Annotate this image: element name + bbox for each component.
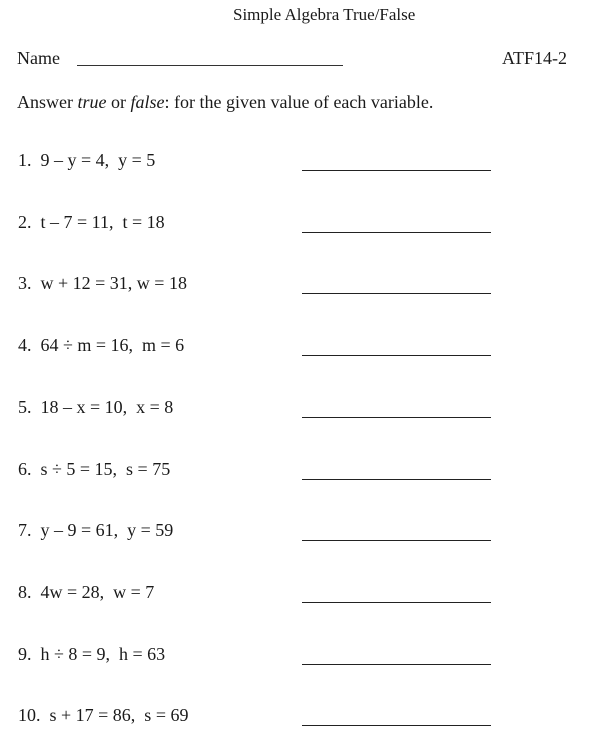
problem-item [18, 212, 165, 233]
problem-equation: y – 9 = 61, y = 59 [40, 520, 174, 541]
problem-equation: 64 ÷ m = 16, m = 6 [40, 335, 185, 356]
answer-blank-line[interactable] [302, 170, 491, 171]
problem-equation: 4w = 28, w = 7 [40, 581, 155, 602]
instructions-true: true [77, 92, 107, 112]
problem-item [18, 150, 155, 171]
problem-number: 3. [18, 273, 32, 294]
problem-number: 4. [18, 335, 32, 356]
problem-item [18, 582, 154, 603]
answer-blank-line[interactable] [302, 355, 491, 356]
problem-number: 5. [18, 396, 32, 417]
problem-equation: w + 12 = 31, w = 18 [40, 273, 187, 294]
answer-blank-line[interactable] [302, 602, 491, 603]
problem-equation: s + 17 = 86, s = 69 [49, 705, 189, 726]
answer-blank-line[interactable] [302, 293, 491, 294]
problem-equation: s ÷ 5 = 15, s = 75 [40, 458, 171, 479]
problem-number: 6. [18, 458, 32, 479]
instructions-false: false [130, 92, 165, 112]
problem-number: 7. [18, 520, 32, 541]
answer-blank-line[interactable] [302, 540, 491, 541]
answer-blank-line[interactable] [302, 417, 491, 418]
problem-equation: 18 – x = 10, x = 8 [40, 396, 174, 417]
problem-item [18, 273, 187, 294]
problem-item [18, 335, 184, 356]
answer-blank-line[interactable] [302, 725, 491, 726]
worksheet-code: ATF14-2 [502, 48, 568, 68]
problem-item [18, 520, 173, 541]
problem-item [18, 397, 173, 418]
name-label: Name [17, 48, 60, 68]
problem-item [18, 644, 165, 665]
answer-blank-line[interactable] [302, 664, 491, 665]
problem-equation: 9 – y = 4, y = 5 [40, 150, 156, 170]
instructions [17, 92, 437, 112]
instructions-suffix: : for the given value of each variable. [164, 92, 434, 112]
problem-item [18, 705, 188, 726]
problem-number: 1. [18, 150, 32, 170]
answer-blank-line[interactable] [302, 232, 491, 233]
instructions-middle: or [106, 92, 131, 112]
problem-equation: t – 7 = 11, t = 18 [40, 211, 165, 232]
worksheet-title: Simple Algebra True/False [233, 5, 416, 24]
problem-number: 9. [18, 643, 32, 664]
problem-equation: h ÷ 8 = 9, h = 63 [40, 643, 166, 664]
answer-blank-line[interactable] [302, 479, 491, 480]
problem-number: 2. [18, 211, 32, 232]
problem-item [18, 459, 170, 480]
problem-number: 8. [18, 581, 32, 602]
name-field-line[interactable] [77, 65, 343, 66]
problem-number: 10. [18, 705, 41, 726]
instructions-prefix: Answer [17, 92, 78, 112]
